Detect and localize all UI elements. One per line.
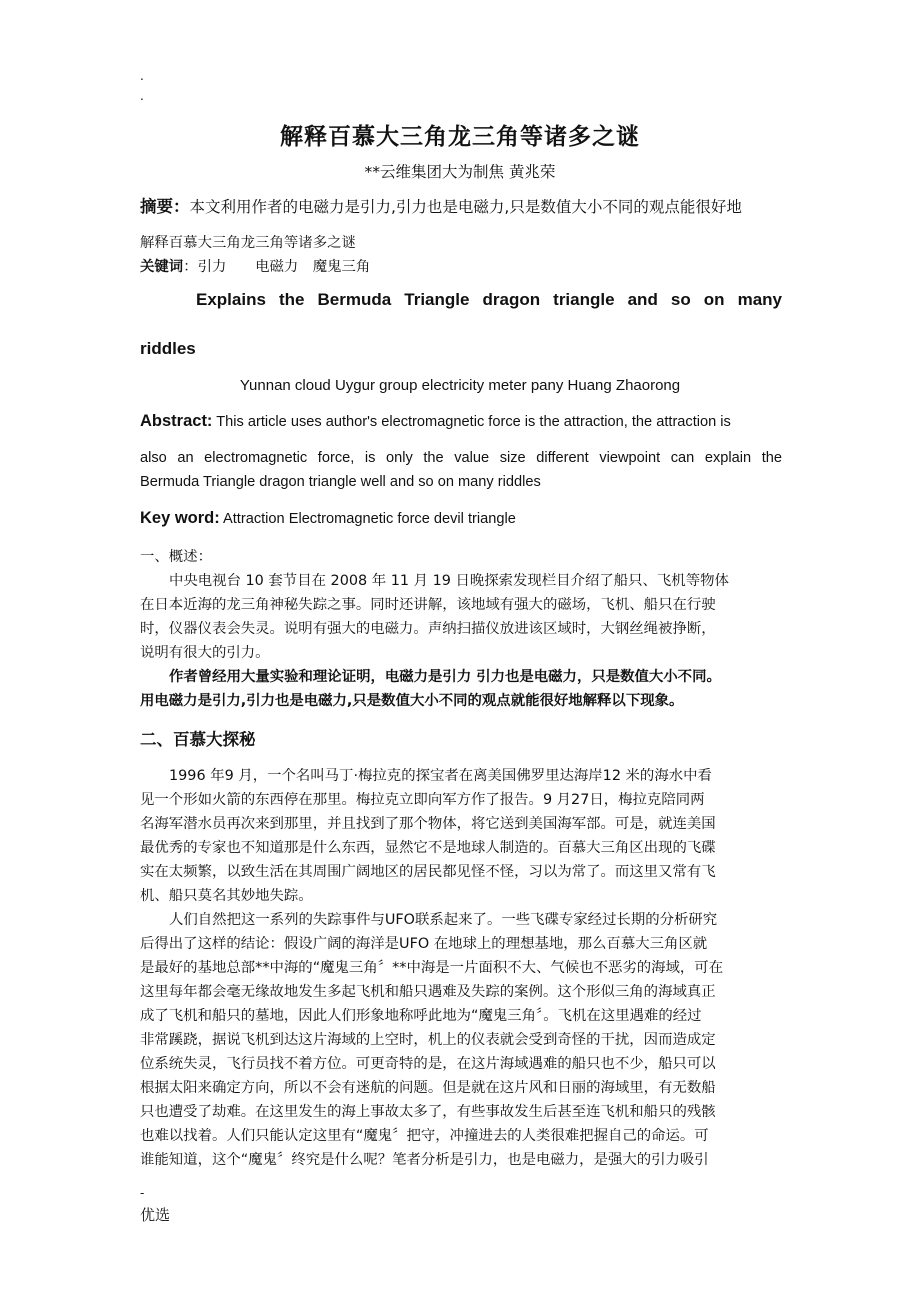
section2-para2-line: 非常蹊跷，据说飞机到达这片海域的上空时，机上的仪表就会受到奇怪的干扰，因而造成定 <box>140 1032 716 1048</box>
keywords-en <box>140 509 516 528</box>
section2-para2-line: 根据太阳来确定方向，所以不会有迷航的问题。但是就在这片风和日丽的海域里，有无数船 <box>140 1080 716 1096</box>
section1-para1-line: 在日本近海的龙三角神秘失踪之事。同时还讲解，该地域有强大的磁场，飞机、船只在行驶 <box>140 597 716 613</box>
footer-mark: - <box>140 1186 145 1200</box>
section2-para2-line: 只也遭受了劫难。在这里发生的海上事故太多了，有些事故发生后甚至连飞机和船只的残骸 <box>140 1104 716 1120</box>
section2-para2-line: 这里每年都会毫无缘故地发生多起飞机和船只遇难及失踪的案例。这个形似三角的海域真正 <box>140 984 716 1000</box>
keywords-cn <box>140 255 370 279</box>
section2-para2-line: 成了飞机和船只的墓地，因此人们形象地称呼此地为“魔鬼三角〞。飞机在这里遇难的经过 <box>140 1008 702 1024</box>
section2-para1-line: 机、船只莫名其妙地失踪。 <box>140 888 313 904</box>
document-title: 解释百慕大三角龙三角等诸多之谜 <box>280 124 640 150</box>
section2-para2-line: 人们自然把这一系列的失踪事件与UFO联系起来了。一些飞碟专家经过长期的分析研究 <box>169 912 718 928</box>
section2-para2-line: 位系统失灵，飞行员找不着方位。可更奇特的是，在这片海域遇难的船只也不少，船只可以 <box>140 1056 716 1072</box>
abstract-en-label: Abstract: <box>140 412 213 430</box>
keywords-cn-label: 关键词 <box>140 259 184 275</box>
section1-para2-line: 用电磁力是引力,引力也是电磁力,只是数值大小不同的观点就能很好地解释以下现象。 <box>140 693 684 709</box>
abstract-en-text1: This article uses author's electromagnetic force is the attraction, the attraction is <box>212 414 731 430</box>
section1-para1-line: 中央电视台 10 套节目在 2008 年 11 月 19 日晚探索发现栏目介绍了船只、飞机等物体 <box>169 573 729 589</box>
section2-heading: 二、百慕大探秘 <box>140 730 256 749</box>
section2-para2-line: 是最好的基地总部**中海的“魔鬼三角〞**中海是一片面积不大、气候也不恶劣的海域，可在 <box>140 960 724 976</box>
keywords-cn-text: ：引力 电磁力 魔鬼三角 <box>183 259 371 275</box>
section2-para1-line: 1996 年9 月，一个名叫马丁·梅拉克的探宝者在离美国佛罗里达海岸12 米的海水中看 <box>169 768 712 784</box>
english-title-line1: Explains the Bermuda Triangle dragon triangle and so on many <box>196 290 782 309</box>
section2-para1-line: 见一个形如火箭的东西停在那里。梅拉克立即向军方作了报告。9 月27日，梅拉克陪同两 <box>140 792 705 808</box>
abstract-cn-text: 本文利用作者的电磁力是引力,引力也是电磁力,只是数值大小不同的观点能很好地 <box>189 198 742 216</box>
abstract-cn-line1 <box>140 195 782 219</box>
section2-para2-line: 后得出了这样的结论：假设广阔的海洋是UFO 在地球上的理想基地，那么百慕大三角区就 <box>140 936 708 952</box>
footer-text: 优选 <box>140 1206 171 1224</box>
section1-para2-line: 作者曾经用大量实验和理论证明，电磁力是引力 引力也是电磁力，只是数值大小不同。 <box>169 669 721 685</box>
abstract-cn-label: 摘要： <box>140 197 190 216</box>
section2-para1-line: 最优秀的专家也不知道那是什么东西，显然它不是地球人制造的。百慕大三角区出现的飞碟 <box>140 840 716 856</box>
abstract-cn-line2: 解释百慕大三角龙三角等诸多之谜 <box>140 235 356 251</box>
keywords-en-label: Key word: <box>140 509 220 527</box>
english-author: Yunnan cloud Uygur group electricity meter pany Huang Zhaorong <box>239 377 681 394</box>
section2-para2-line: 也难以找着。人们只能认定这里有“魔鬼〞把守，冲撞进去的人类很难把握自己的命运。可 <box>140 1128 709 1144</box>
english-title-line2: riddles <box>140 339 196 358</box>
section2-para1-line: 实在太频繁，以致生活在其周围广阔地区的居民都见怪不怪，习以为常了。而这里又常有飞 <box>140 864 716 880</box>
abstract-en-line2: also an electromagnetic force, is only the value size different viewpoint can explain the <box>140 450 782 466</box>
section2-para1-line: 名海军潜水员再次来到那里，并且找到了那个物体，将它送到美国海军部。可是，就连美国 <box>140 816 716 832</box>
section2-para2-line: 谁能知道，这个“魔鬼〞终究是什么呢？笔者分析是引力，也是电磁力，是强大的引力吸引 <box>140 1152 709 1168</box>
section1-para1-line: 说明有很大的引力。 <box>140 645 270 661</box>
header-mark-1: . <box>140 69 144 83</box>
section1-heading: 一、概述： <box>140 549 212 565</box>
header-mark-2: . <box>140 89 144 103</box>
document-author: **云维集团大为制焦 黄兆荣 <box>364 163 556 181</box>
abstract-en-line1 <box>140 412 782 431</box>
keywords-en-text: Attraction Electromagnetic force devil triangle <box>219 511 516 527</box>
section1-para1-line: 时，仪器仪表会失灵。说明有强大的电磁力。声纳扫描仪放进该区域时，大钢丝绳被挣断， <box>140 621 716 637</box>
abstract-en-line3: Bermuda Triangle dragon triangle well and so on many riddles <box>140 474 541 490</box>
